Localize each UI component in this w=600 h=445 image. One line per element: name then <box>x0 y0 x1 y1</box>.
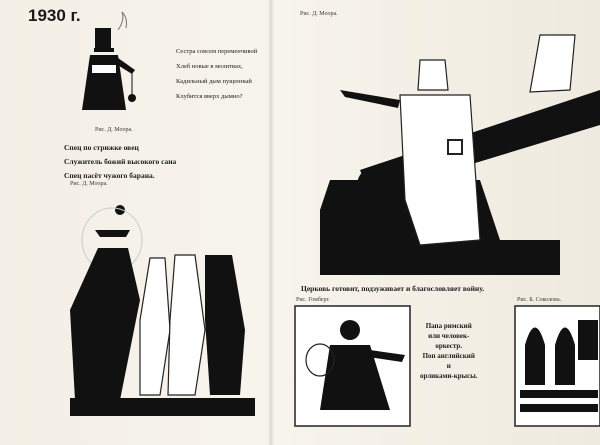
credit-1: Рис. Д. Моора. <box>95 127 133 133</box>
verse-line: Кадильный дым пущенный <box>176 78 252 85</box>
top-credit: Рис. Д. Моора. <box>300 11 338 17</box>
verse-line: и <box>446 362 451 370</box>
verse-line: оркестр. <box>435 342 463 350</box>
verse-line: Поп английский <box>422 352 475 360</box>
verse-line: орликами-крысы. <box>420 372 478 380</box>
verse-line: Папа римский <box>425 322 472 330</box>
credit-2: Рис. Д. Моора. <box>70 181 108 187</box>
credit-3: Рис. Гомберг. <box>296 297 330 303</box>
verse-bottom <box>420 321 477 381</box>
verse-line: Клубится вверх дымно? <box>176 93 243 100</box>
verse-line: Хлеб новые в молитвах, <box>176 63 243 70</box>
credit-4: Рис. Б. Соколова. <box>517 297 562 303</box>
church-interior-illustration <box>515 306 600 426</box>
poem <box>64 141 176 183</box>
verse-line: или человек- <box>428 332 470 340</box>
priest-with-censer-illustration <box>82 12 136 110</box>
verse-top <box>176 44 257 104</box>
poem-line: Спец пасёт чужого барана. <box>64 171 155 180</box>
pope-on-cannon-illustration <box>320 35 600 275</box>
pope-orchestra-illustration <box>295 306 410 426</box>
priest-with-parishioners-illustration <box>70 205 255 416</box>
poem-line: Спец по стрижке овец <box>64 143 139 152</box>
verse-line: Сестра совсем переменчивой <box>176 48 258 55</box>
year-heading: 1930 г. <box>28 6 81 25</box>
poem-line: Служитель божий высокого сана <box>64 157 177 166</box>
main-caption: Церковь готовит, подзуживает и благословляет войну. <box>301 284 485 293</box>
